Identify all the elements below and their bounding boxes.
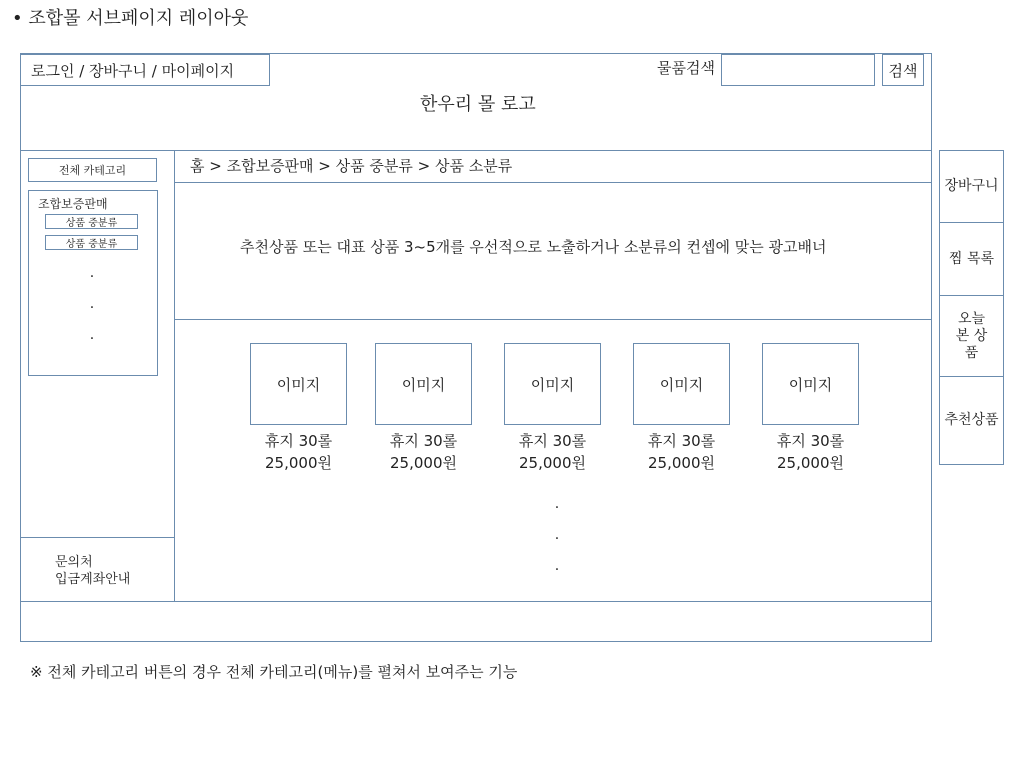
- footer-divider: [21, 601, 931, 602]
- product-image[interactable]: 이미지: [375, 343, 472, 425]
- product-price: 25,000원: [265, 454, 332, 472]
- sidebar-divider: [174, 150, 175, 601]
- top-nav-links[interactable]: 로그인 / 장바구니 / 마이페이지: [20, 54, 270, 86]
- breadcrumb-divider: [174, 182, 931, 183]
- header-divider: [21, 150, 931, 151]
- product-price: 25,000원: [519, 454, 586, 472]
- contact-label[interactable]: 문의처: [55, 555, 93, 570]
- search-label: 물품검색: [657, 59, 715, 77]
- footnote: ※ 전체 카테고리 버튼의 경우 전체 카테고리(메뉴)를 펼쳐서 보여주는 기능: [30, 663, 518, 681]
- banner-divider: [174, 319, 931, 320]
- category-title[interactable]: 조합보증판매: [38, 197, 108, 211]
- product-price: 25,000원: [648, 454, 715, 472]
- ellipsis-dot: ·: [554, 531, 560, 547]
- product-image[interactable]: 이미지: [250, 343, 347, 425]
- quick-wishlist-button[interactable]: 찜 목록: [939, 222, 1004, 296]
- quick-recently-viewed-button[interactable]: 오늘 본 상품: [939, 295, 1004, 377]
- mall-logo[interactable]: 한우리 몰 로고: [420, 94, 536, 115]
- product-price: 25,000원: [777, 454, 844, 472]
- ellipsis-dot: ·: [89, 269, 95, 285]
- search-button[interactable]: 검색: [882, 54, 924, 86]
- product-image[interactable]: 이미지: [504, 343, 601, 425]
- ellipsis-dot: ·: [554, 562, 560, 578]
- search-input[interactable]: [721, 54, 875, 86]
- page-title: • 조합몰 서브페이지 레이아웃: [12, 8, 249, 29]
- ellipsis-dot: ·: [554, 500, 560, 516]
- product-price: 25,000원: [390, 454, 457, 472]
- ellipsis-dot: ·: [89, 300, 95, 316]
- ad-banner-text[interactable]: 추천상품 또는 대표 상품 3~5개를 우선적으로 노출하거나 소분류의 컨셉에 맞는 광고배너: [240, 238, 827, 256]
- subcategory-item[interactable]: 상품 중분류: [45, 214, 138, 229]
- product-name[interactable]: 휴지 30롤: [264, 432, 333, 450]
- quick-recommended-button[interactable]: 추천상품: [939, 376, 1004, 465]
- quick-cart-button[interactable]: 장바구니: [939, 150, 1004, 223]
- subcategory-item[interactable]: 상품 중분류: [45, 235, 138, 250]
- sidebar-contact-divider: [21, 537, 174, 538]
- product-image[interactable]: 이미지: [633, 343, 730, 425]
- product-image[interactable]: 이미지: [762, 343, 859, 425]
- product-name[interactable]: 휴지 30롤: [518, 432, 587, 450]
- product-name[interactable]: 휴지 30롤: [647, 432, 716, 450]
- breadcrumb[interactable]: 홈 > 조합보증판매 > 상품 중분류 > 상품 소분류: [190, 157, 513, 175]
- all-category-button[interactable]: 전체 카테고리: [28, 158, 157, 182]
- ellipsis-dot: ·: [89, 331, 95, 347]
- bank-account-info[interactable]: 입금계좌안내: [55, 572, 131, 587]
- product-name[interactable]: 휴지 30롤: [776, 432, 845, 450]
- product-name[interactable]: 휴지 30롤: [389, 432, 458, 450]
